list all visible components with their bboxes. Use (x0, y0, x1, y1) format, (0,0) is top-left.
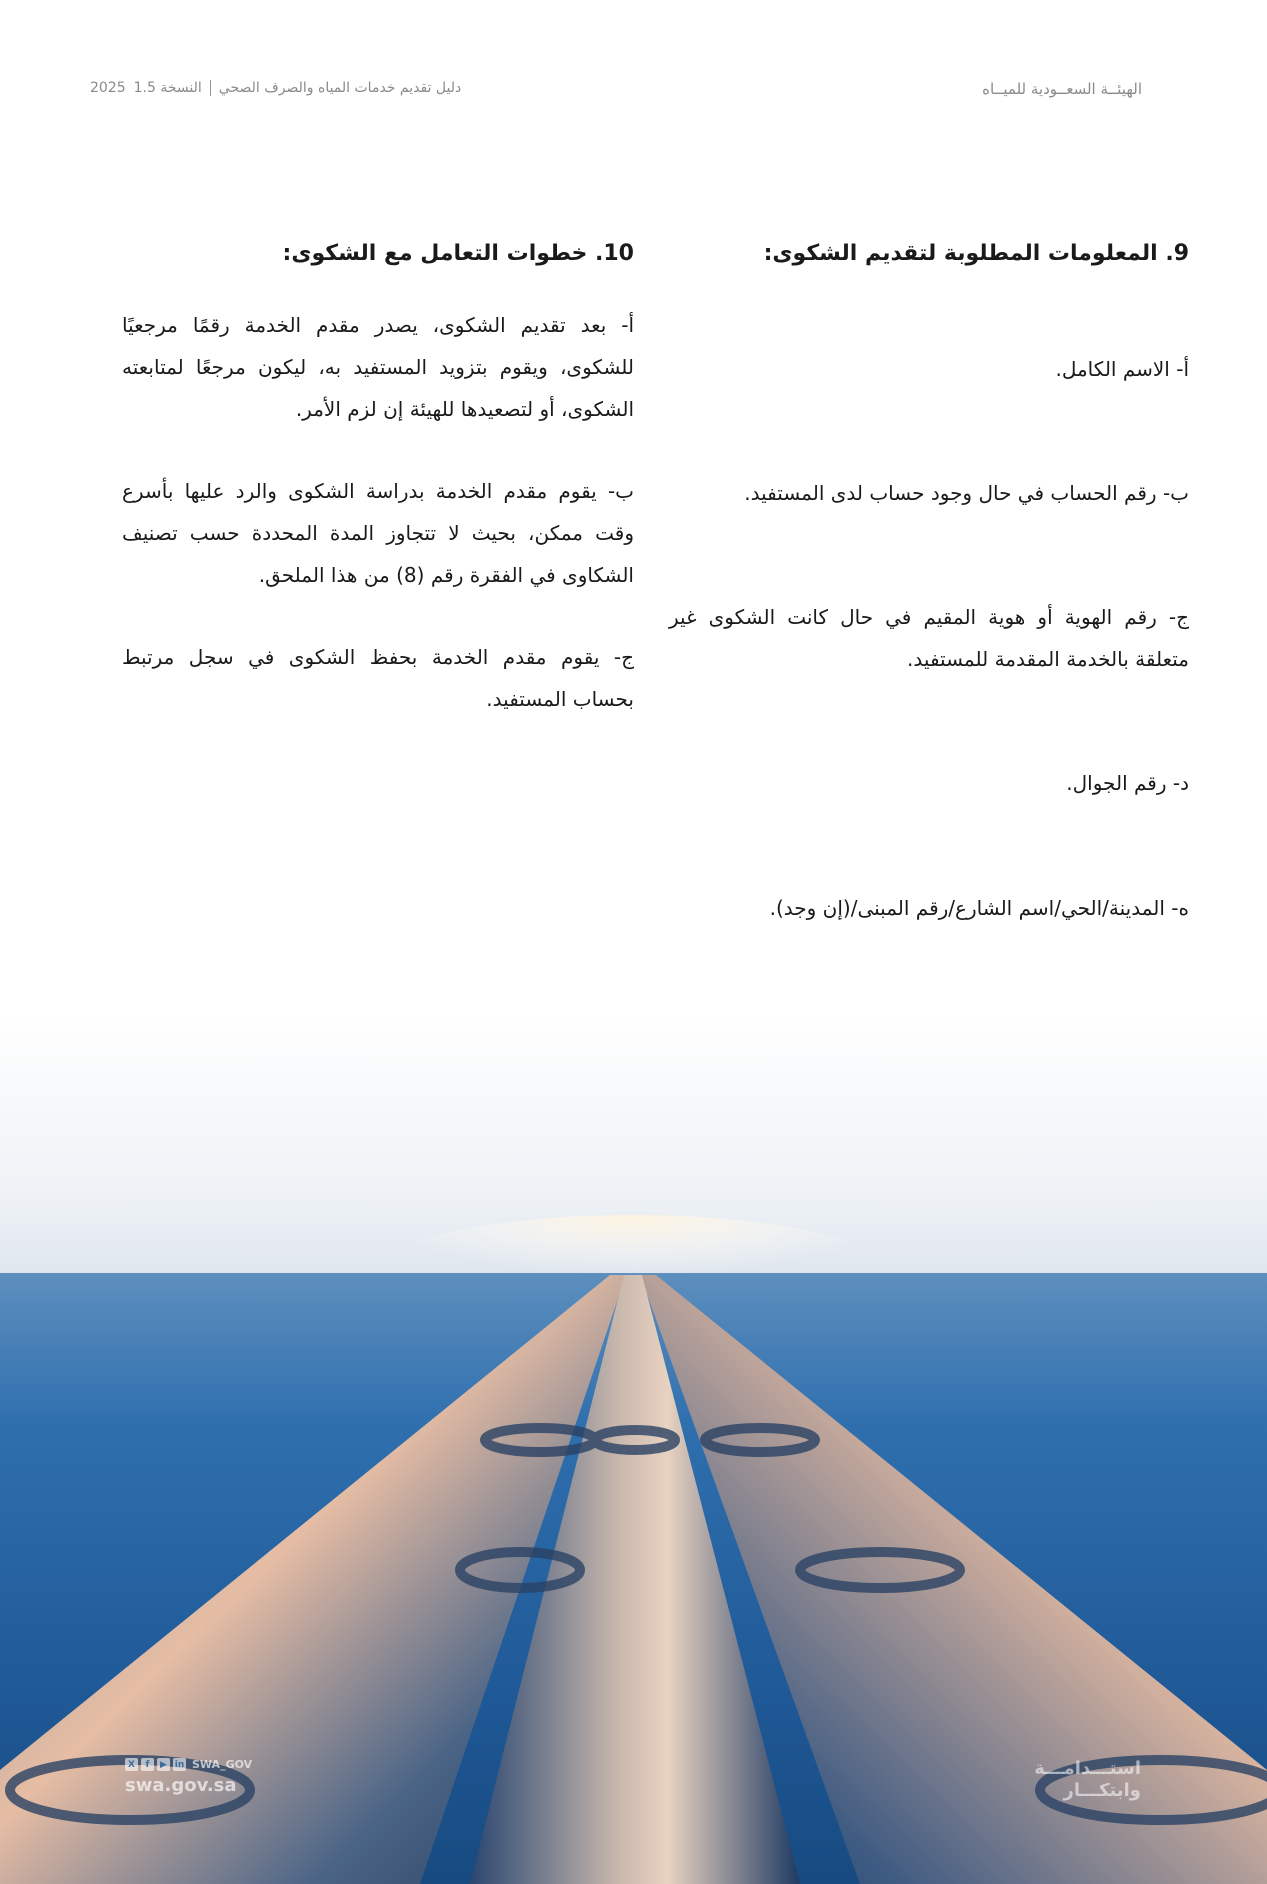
social-handle: SWA_GOV (192, 1758, 253, 1771)
doc-header (90, 80, 461, 96)
header-divider (210, 80, 211, 96)
section-9-heading: 9. المعلومات المطلوبة لتقديم الشكوى: (763, 241, 1189, 266)
section-10 (122, 238, 634, 720)
section-9-item-d: د- رقم الجوال. (1066, 771, 1189, 795)
slogan-line-1: استـــدامـــة (1034, 1758, 1141, 1779)
footer-contact (125, 1758, 252, 1796)
section-9-item-c: ج- رقم الهوية أو هوية المقيم في حال كانت الشكوى غير متعلقة بالخدمة المقدمة للمستفيد. (669, 605, 1189, 671)
section-9-item-b: ب- رقم الحساب في حال وجود حساب لدى المستفيد. (744, 481, 1189, 505)
website-link[interactable]: swa.gov.sa (125, 1775, 237, 1796)
slogan-line-2: وابتكـــار (1063, 1780, 1141, 1801)
slogan (1034, 1758, 1141, 1802)
facebook-icon[interactable]: f (141, 1758, 154, 1771)
x-icon[interactable]: X (125, 1758, 138, 1771)
section-10-heading: 10. خطوات التعامل مع الشكوى: (282, 241, 634, 266)
pipeline-sea-image (0, 1010, 1267, 1884)
section-10-item-a: أ- بعد تقديم الشكوى، يصدر مقدم الخدمة رقمًا مرجعيًا للشكوى، ويقوم بتزويد المستفيد به، ليكون مرجعًا لمتابعته الشكوى، أو لتصعيدها للهيئة إن لزم الأمر. (122, 313, 634, 421)
section-10-item-b: ب- يقوم مقدم الخدمة بدراسة الشكوى والرد عليها بأسرع وقت ممكن، بحيث لا تتجاوز المدة المحددة حسب تصنيف الشكاوى في الفقرة رقم (8) من هذا الملحق. (122, 479, 634, 587)
social-row (125, 1758, 252, 1771)
linkedin-icon[interactable]: in (174, 1759, 185, 1770)
doc-year: 2025 (90, 80, 126, 96)
section-10-item-c: ج- يقوم مقدم الخدمة بحفظ الشكوى في سجل مرتبط بحساب المستفيد. (122, 645, 634, 711)
section-9-item-e: ه- المدينة/الحي/اسم الشارع/رقم المبنى/(إن وجد). (769, 896, 1189, 920)
section-9-item-a: أ- الاسم الكامل. (1055, 357, 1189, 381)
youtube-icon[interactable]: ▶ (157, 1758, 170, 1771)
doc-version: النسخة 1.5 (133, 80, 202, 96)
org-name: الهيئــة السعــودية للميــاه (982, 80, 1142, 98)
doc-title: دليل تقديم خدمات المياه والصرف الصحي (218, 80, 462, 96)
